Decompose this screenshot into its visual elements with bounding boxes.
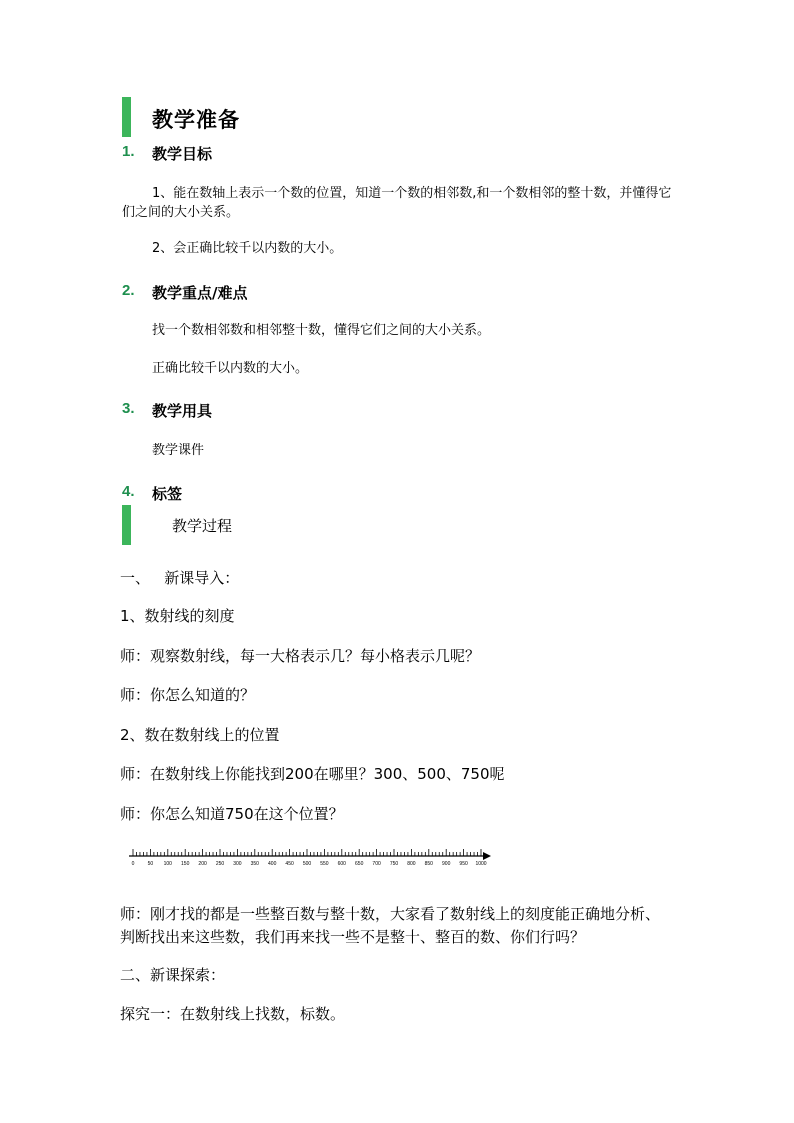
number-line-tick-label: 550 — [320, 861, 329, 867]
number-line-tick-label: 150 — [181, 861, 190, 867]
number-line-tick-label: 950 — [459, 861, 468, 867]
number-line-tick-label: 650 — [355, 861, 364, 867]
process-line-3: 师：观察数射线，每一大格表示几？每小格表示几呢？ — [120, 647, 481, 665]
section-marker-bar — [122, 505, 131, 545]
section-number-3: 3. — [122, 400, 135, 417]
number-line-tick-label: 500 — [302, 861, 312, 867]
process-line-6: 师：在数射线上你能找到200在哪里？300、500、750呢 — [120, 765, 505, 783]
process-title: 教学过程 — [172, 517, 233, 535]
number-line-tick-label: 250 — [215, 861, 225, 867]
key-point-2: 正确比较千以内数的大小。 — [152, 361, 309, 376]
number-line-tick-label: 300 — [233, 861, 242, 867]
number-line-arrow — [483, 852, 491, 860]
goal-text-1: 1、能在数轴上表示一个数的位置，知道一个数的相邻数,和一个数相邻的整十数，并懂得它们之间的大小关系。 — [122, 186, 672, 220]
section-number-4: 4. — [122, 483, 135, 500]
section-number-1: 1. — [122, 143, 135, 160]
number-line-tick-label: 350 — [250, 861, 259, 867]
key-point-1: 找一个数相邻数和相邻整十数，懂得它们之间的大小关系。 — [152, 323, 491, 338]
number-line-tick-label: 50 — [147, 861, 154, 867]
process-paragraph-analysis: 师：刚才找的都是一些整百数与整十数，大家看了数射线上的刻度能正确地分析、判断找出来这些数，我们再来找一些不是整十、整百的数、你们行吗？ — [120, 905, 661, 946]
number-line-tick-label: 100 — [163, 861, 172, 867]
goal-paragraph-1 — [122, 184, 677, 222]
number-line-tick-label: 0 — [131, 861, 135, 867]
process-line-4: 师：你怎么知道的？ — [120, 686, 256, 704]
number-line-tick-label: 850 — [424, 861, 433, 867]
number-line-tick-label: 400 — [268, 861, 277, 867]
number-line-tick-label: 200 — [198, 861, 207, 867]
goal-paragraph-2: 2、会正确比较千以内数的大小。 — [152, 241, 343, 256]
number-line-tick-label: 450 — [285, 861, 294, 867]
number-line-tick-label: 900 — [442, 861, 451, 867]
section-title-tags: 标签 — [152, 485, 183, 503]
section-title-key-points: 教学重点/难点 — [152, 284, 248, 302]
process-line-explore-1: 探究一：在数射线上找数，标数。 — [120, 1005, 346, 1023]
section-title-tools: 教学用具 — [152, 402, 213, 420]
number-line-tick-label: 1000 — [475, 861, 487, 867]
section-marker-bar — [122, 97, 131, 137]
process-line-1: 一、 新课导入： — [120, 569, 240, 587]
page-title: 教学准备 — [152, 108, 240, 132]
number-line-tick-label: 600 — [337, 861, 346, 867]
number-line-tick-label: 700 — [372, 861, 381, 867]
tools-text: 教学课件 — [152, 443, 205, 458]
number-line-figure — [125, 840, 497, 874]
section-number-2: 2. — [122, 282, 135, 299]
process-line-5: 2、数在数射线上的位置 — [120, 726, 280, 744]
process-line-7: 师：你怎么知道750在这个位置？ — [120, 805, 344, 823]
process-line-new-lesson: 二、新课探索： — [120, 966, 226, 984]
number-line-tick-label: 800 — [407, 861, 416, 867]
section-title-goals: 教学目标 — [152, 145, 213, 163]
process-line-2: 1、数射线的刻度 — [120, 607, 235, 625]
number-line-tick-label: 750 — [389, 861, 399, 867]
